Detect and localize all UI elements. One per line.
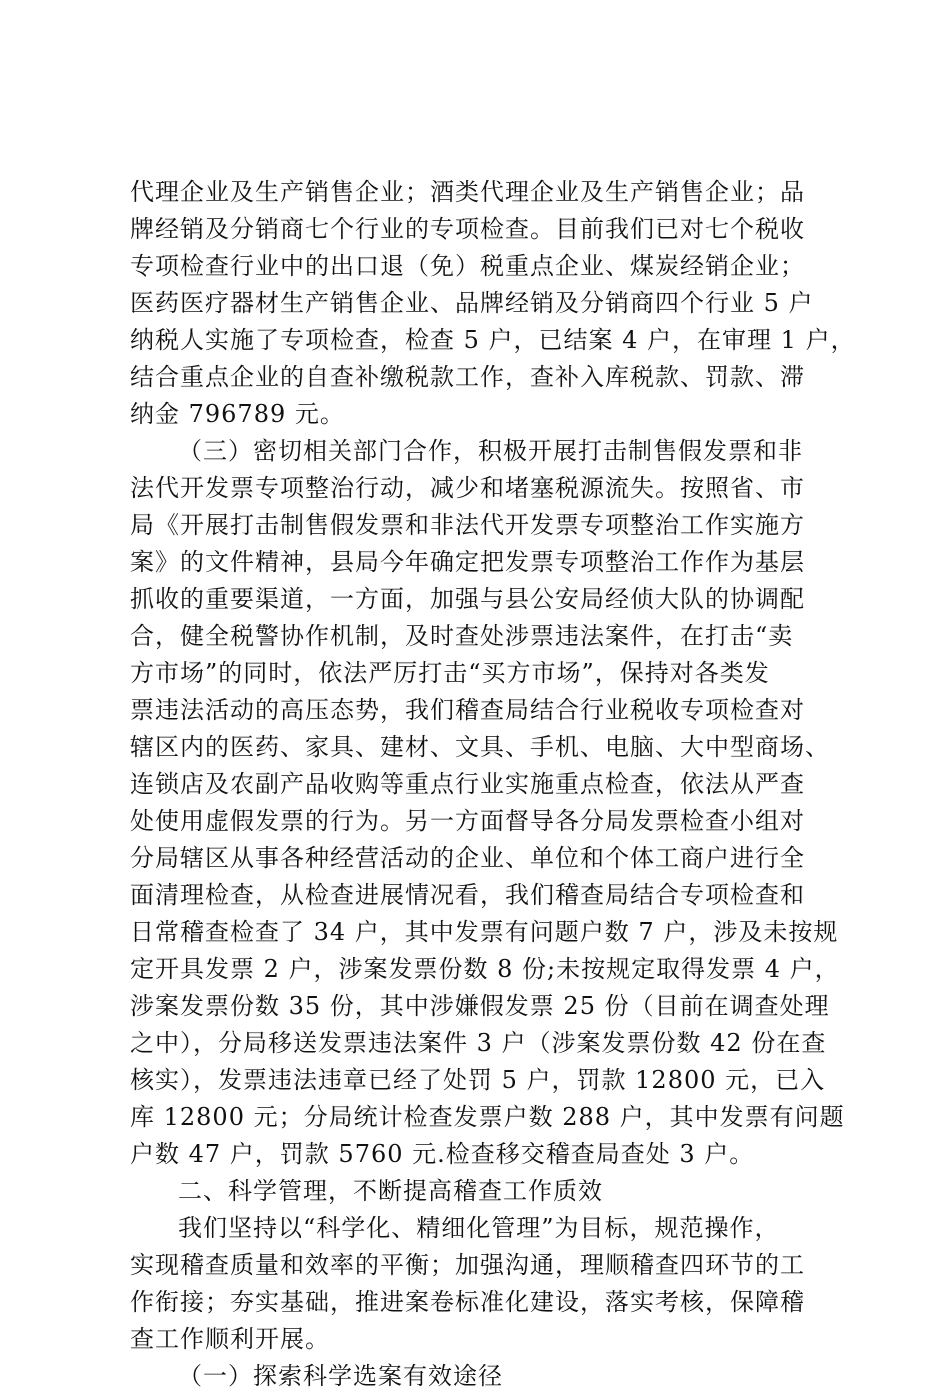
text-line: 医药医疗器材生产销售企业、品牌经销及分销商四个行业 5 户 <box>130 289 814 317</box>
text-line: 纳金 796789 元。 <box>130 400 345 428</box>
text-line: 抓收的重要渠道，一方面，加强与县公安局经侦大队的协调配 <box>130 585 805 613</box>
text-line: 辖区内的医药、家具、建材、文具、手机、电脑、大中型商场、 <box>130 733 830 761</box>
text-line: 方市场”的同时，依法严厉打击“买方市场”，保持对各类发 <box>130 659 770 687</box>
text-line: 面清理检查，从检查进展情况看，我们稽查局结合专项检查和 <box>130 881 805 909</box>
text-line: 案》的文件精神，县局今年确定把发票专项整治工作作为基层 <box>130 548 805 576</box>
text-line: 结合重点企业的自查补缴税款工作，查补入库税款、罚款、滞 <box>130 363 805 391</box>
text-line: 处使用虚假发票的行为。另一方面督导各分局发票检查小组对 <box>130 807 805 835</box>
text-line: 涉案发票份数 35 份，其中涉嫌假发票 25 份（目前在调查处理 <box>130 992 830 1020</box>
paragraph-inspection-results <box>130 174 856 433</box>
heading-line: （一）探索科学选案有效途径 <box>178 1362 503 1390</box>
text-line: 专项检查行业中的出口退（免）税重点企业、煤炭经销企业； <box>130 252 805 280</box>
paragraph-scientific-management <box>130 1210 830 1358</box>
text-line: 作衔接；夯实基础，推进案卷标准化建设，落实考核，保障稽 <box>130 1288 805 1316</box>
text-line: 票违法活动的高压态势，我们稽查局结合行业税收专项检查对 <box>130 696 805 724</box>
text-line: 定开具发票 2 户，涉案发票份数 8 份;未按规定取得发票 4 户， <box>130 955 840 983</box>
text-line: 查工作顺利开展。 <box>130 1325 330 1353</box>
text-line: 连锁店及农副产品收购等重点行业实施重点检查，依法从严查 <box>130 770 805 798</box>
document-body <box>130 174 856 1395</box>
text-line: 代理企业及生产销售企业；酒类代理企业及生产销售企业；品 <box>130 178 805 206</box>
text-line: 法代开发票专项整治行动，减少和堵塞税源流失。按照省、市 <box>130 474 805 502</box>
text-line: 核实），发票违法违章已经了处罚 5 户，罚款 12800 元，已入 <box>130 1066 826 1094</box>
paragraph-section-three <box>130 433 845 1173</box>
text-line: 之中），分局移送发票违法案件 3 户（涉案发票份数 42 份在查 <box>130 1029 827 1057</box>
text-line: 合，健全税警协作机制，及时查处涉票违法案件，在打击“卖 <box>130 622 794 650</box>
heading-line: 二、科学管理，不断提高稽查工作质效 <box>178 1177 603 1205</box>
subsection-heading-one <box>130 1358 830 1395</box>
text-line: 日常稽查检查了 34 户，其中发票有问题户数 7 户，涉及未按规 <box>130 918 839 946</box>
text-line: （三）密切相关部门合作，积极开展打击制售假发票和非 <box>178 437 803 465</box>
text-line: 分局辖区从事各种经营活动的企业、单位和个体工商户进行全 <box>130 844 805 872</box>
text-line: 实现稽查质量和效率的平衡；加强沟通，理顺稽查四环节的工 <box>130 1251 805 1279</box>
text-line: 我们坚持以“科学化、精细化管理”为目标，规范操作， <box>178 1214 780 1242</box>
text-line: 户数 47 户，罚款 5760 元.检查移交稽查局查处 3 户。 <box>130 1140 755 1168</box>
text-line: 牌经销及分销商七个行业的专项检查。目前我们已对七个税收 <box>130 215 805 243</box>
section-heading-two <box>130 1173 830 1210</box>
text-line: 库 12800 元；分局统计检查发票户数 288 户，其中发票有问题 <box>130 1103 845 1131</box>
text-line: 纳税人实施了专项检查，检查 5 户，已结案 4 户，在审理 1 户， <box>130 326 856 354</box>
text-line: 局《开展打击制售假发票和非法代开发票专项整治工作实施方 <box>130 511 805 539</box>
